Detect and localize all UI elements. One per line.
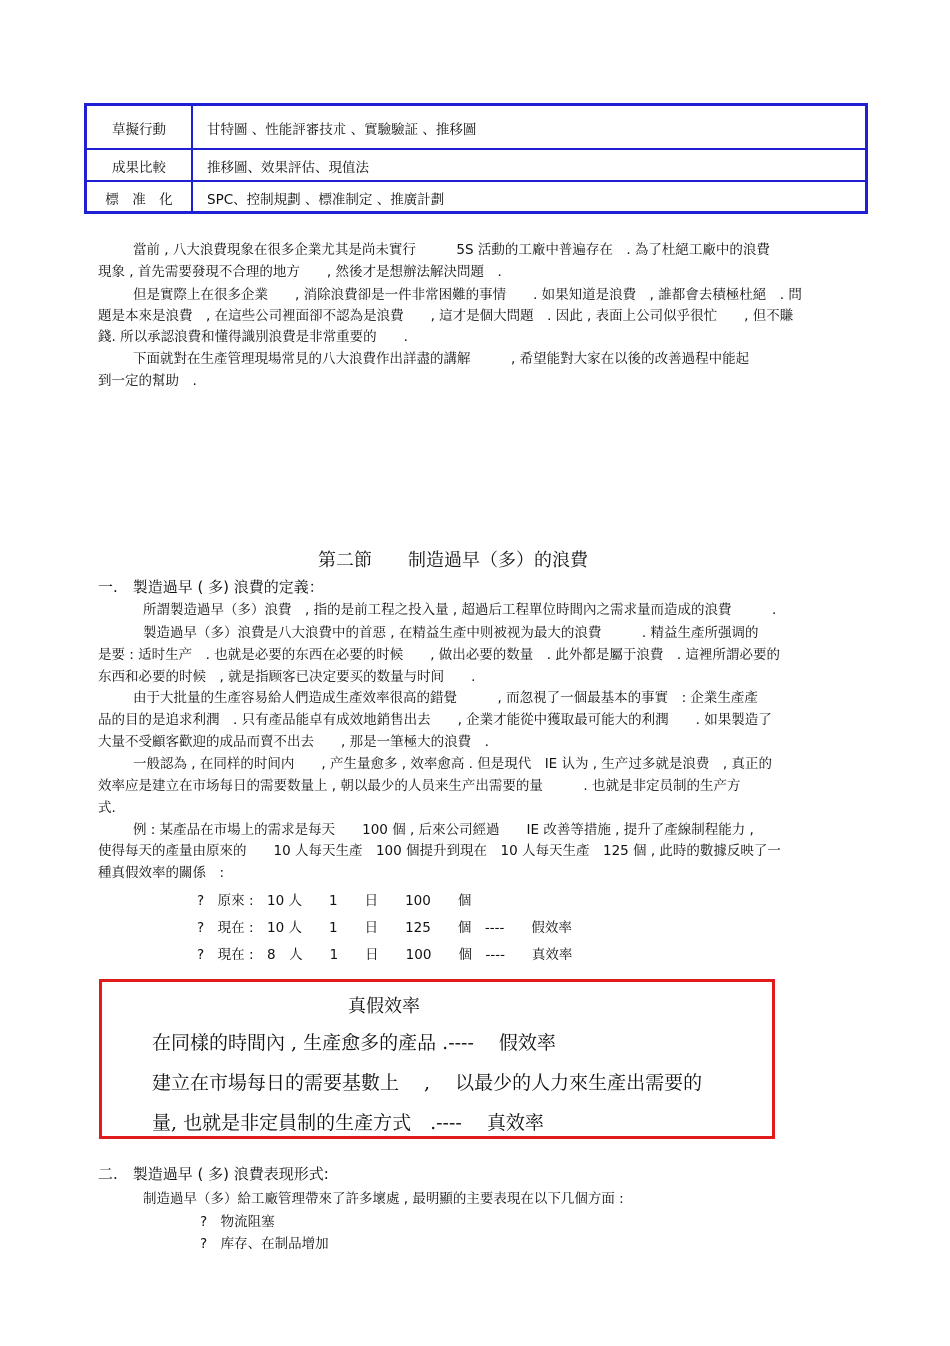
body-line: 效率应是建立在市场每日的需要数量上 , 朝以最少的人员来生产出需要的量 . 也就是非定员制的生产方 bbox=[98, 778, 741, 794]
body-line: 製造過早（多）浪費是八大浪費中的首惡 , 在精益生產中则被视为最大的浪費 . 精益生產所强调的 bbox=[143, 625, 759, 641]
box-line: 在同樣的時間內 , 生產愈多的產品 .---- 假效率 bbox=[152, 1032, 556, 1054]
intro-line: 當前 , 八大浪費現象在很多企業尤其是尚未實行 5S 活動的工廠中普遍存在 . 為了杜絕工廠中的浪費 bbox=[133, 242, 770, 258]
body-line: 品的目的是追求利潤 . 只有產品能卓有成效地銷售出去 , 企業才能從中獲取最可能大的利潤 . 如果製造了 bbox=[98, 712, 772, 728]
table-row bbox=[87, 182, 865, 212]
body-line: 是要 : 适时生产 . 也就是必要的东西在必要的时候 , 做出必要的数量 . 此外都是屬于浪費 . 這裡所謂必要的 bbox=[98, 647, 780, 663]
box-title: 真假效率 bbox=[348, 996, 420, 1017]
table-row-value: 推移圖、效果評估、現值法 bbox=[207, 160, 369, 176]
body-line: 種真假效率的關係 : bbox=[98, 865, 225, 881]
table-row-value: SPC、控制規劃 、標准制定 、推廣計劃 bbox=[207, 192, 445, 208]
intro-line: 但是實際上在很多企業 , 消除浪費卻是一件非常困難的事情 . 如果知道是浪費 , 誰都會去積極杜絕 . 問 bbox=[133, 287, 802, 303]
box-line: 量, 也就是非定員制的生產方式 .---- 真效率 bbox=[152, 1112, 544, 1134]
true-false-efficiency-box bbox=[99, 979, 775, 1139]
body-line: 由于大批量的生產容易給人們造成生產效率很高的錯覺 , 而忽視了一個最基本的事實 : 企業生產產 bbox=[133, 690, 758, 706]
method-table bbox=[84, 103, 868, 214]
intro-line: 下面就對在生產管理現場常見的八大浪費作出詳盡的講解 , 希望能對大家在以後的改善過程中能起 bbox=[133, 351, 750, 367]
list-item: ? 物流阻塞 bbox=[200, 1214, 275, 1230]
body-line: 式. bbox=[98, 800, 116, 816]
example-row: ? 現在 : 10 人 1 日 125 個 ---- 假效率 bbox=[197, 920, 572, 936]
body-line: 东西和必要的时候 , 就是指顾客已决定要买的数量与时间 . bbox=[98, 669, 476, 685]
intro-line: 現象 , 首先需要發現不合理的地方 , 然後才是想辦法解決問題 . bbox=[98, 264, 502, 280]
intro-line: 到一定的幫助 . bbox=[98, 373, 197, 389]
body-line: 例 : 某產品在市場上的需求是每天 100 個 , 后來公司經過 IE 改善等措施 , 提升了產線制程能力 , bbox=[133, 822, 754, 838]
table-row-label: 標 准 化 bbox=[105, 192, 173, 208]
example-row: ? 原來 : 10 人 1 日 100 個 bbox=[197, 893, 472, 909]
heading-definition: 一. 製造過早 ( 多) 浪費的定義： bbox=[98, 578, 324, 596]
list-item: ? 库存、在制品增加 bbox=[200, 1236, 329, 1252]
table-row-label: 成果比較 bbox=[112, 160, 166, 176]
body-line: 使得每天的產量由原來的 10 人每天生產 100 個提升到現在 10 人每天生產 125 個 , 此時的數據反映了一 bbox=[98, 843, 781, 859]
heading-forms: 二. 製造過早 ( 多) 浪費表现形式: bbox=[98, 1165, 329, 1183]
table-row bbox=[87, 106, 865, 150]
table-row bbox=[87, 150, 865, 182]
body-line: 一般認為 , 在同样的时间内 , 产生量愈多 , 效率愈高 . 但是現代 IE 认为 , 生产过多就是浪费 , 真正的 bbox=[133, 756, 772, 772]
intro-line: 題是本來是浪費 , 在這些公司裡面卻不認為是浪費 , 這才是個大問題 . 因此 , 表面上公司似乎很忙 , 但不賺 bbox=[98, 308, 794, 324]
body-line: 制造過早（多）給工廠管理帶來了許多壞處 , 最明顯的主要表現在以下几個方面 : bbox=[143, 1191, 624, 1207]
example-row: ? 現在 : 8 人 1 日 100 個 ---- 真效率 bbox=[197, 947, 573, 963]
intro-line: 錢. 所以承認浪費和懂得識別浪費是非常重要的 . bbox=[98, 329, 408, 345]
body-line: 大量不受顧客歡迎的成品而賣不出去 , 那是一筆極大的浪費 . bbox=[98, 734, 489, 750]
table-row-label: 草擬行動 bbox=[112, 122, 166, 138]
body-line: 所謂製造過早（多）浪費 , 指的是前工程之投入量 , 超過后工程單位時間內之需求量而造成的浪費 . bbox=[143, 602, 777, 618]
box-line: 建立在市場每日的需要基數上 , 以最少的人力來生產出需要的 bbox=[152, 1072, 703, 1094]
section-title: 第二節 制造過早（多）的浪費 bbox=[318, 550, 588, 571]
table-row-value: 甘特圖 、性能評審技朮 、實驗驗証 、推移圖 bbox=[207, 122, 477, 138]
